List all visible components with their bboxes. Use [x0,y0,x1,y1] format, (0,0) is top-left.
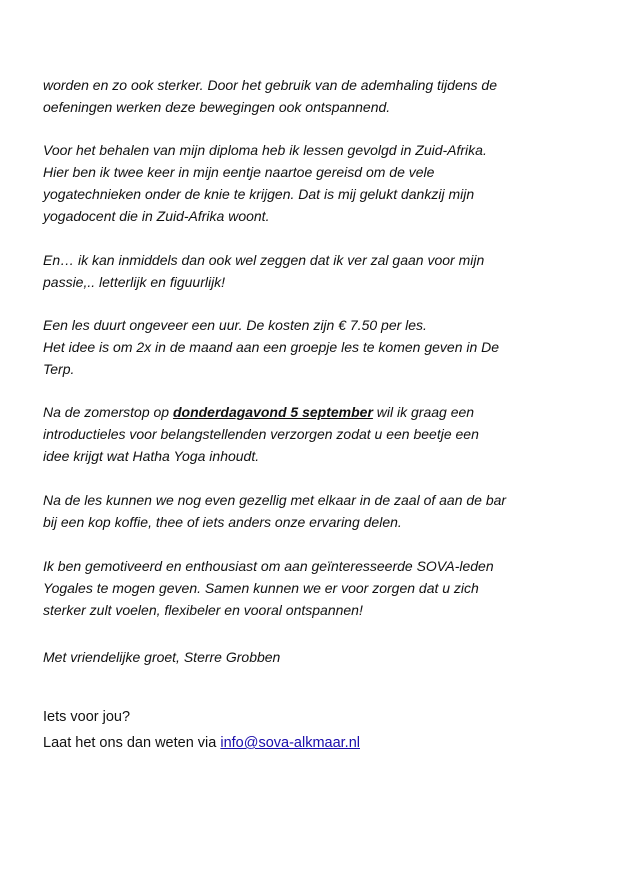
text-line: sterker zult voelen, flexibeler en vooral ontspannen! [43,602,363,618]
text-line: yogatechnieken onder de knie te krijgen. Dat is mij gelukt dankzij mijn [43,186,475,202]
cta-line [43,733,360,753]
text-line: Yogales te mogen geven. Samen kunnen we er voor zorgen dat u zich [43,580,479,596]
text-line: Na de les kunnen we nog even gezellig met elkaar in de zaal of aan de bar [43,492,507,508]
text-line: yogadocent die in Zuid-Afrika woont. [43,208,270,224]
text-line: En… ik kan inmiddels dan ook wel zeggen dat ik ver zal gaan voor mijn [43,252,485,268]
text-line: introductieles voor belangstellenden verzorgen zodat u een beetje een [43,426,479,442]
text-line: Ik ben gemotiveerd en enthousiast om aan geïnteresseerde SOVA-leden [43,558,494,574]
email-link[interactable]: info@sova-alkmaar.nl [220,735,360,751]
text-line: Voor het behalen van mijn diploma heb ik lessen gevolgd in Zuid-Afrika. [43,142,487,158]
text-line [43,402,474,422]
text-line: worden en zo ook sterker. Door het gebruik van de ademhaling tijdens de [43,77,497,93]
text: wil ik graag een [372,404,475,420]
signoff: Met vriendelijke groet, Sterre Grobben [43,649,281,665]
cta-question: Iets voor jou? [43,709,131,725]
cta-text: Laat het ons dan weten via [43,735,221,751]
text-line: Hier ben ik twee keer in mijn eentje naartoe gereisd om de vele [43,164,435,180]
text-line: Een les duurt ongeveer een uur. De kosten zijn € 7.50 per les. [43,317,427,333]
text-line: oefeningen werken deze bewegingen ook ontspannend. [43,99,391,115]
date-highlight: donderdagavond 5 september [172,404,373,420]
text-line: idee krijgt wat Hatha Yoga inhoudt. [43,448,260,464]
text-line: bij een kop koffie, thee of iets anders onze ervaring delen. [43,514,402,530]
text-line: Het idee is om 2x in de maand aan een groepje les te komen geven in De [43,339,500,355]
text-line: passie,.. letterlijk en figuurlijk! [43,274,226,290]
text-line: Terp. [43,361,75,377]
text: Na de zomerstop op [43,404,173,420]
